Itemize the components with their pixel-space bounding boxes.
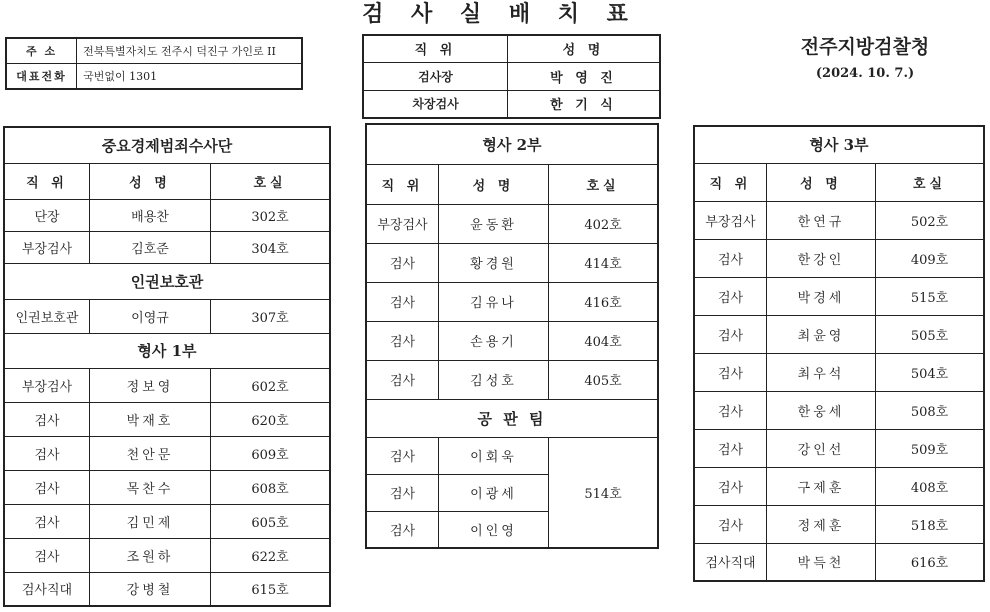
- room-cell: 502호: [876, 201, 985, 239]
- name-cell: 이회욱: [439, 437, 549, 474]
- table-row: [694, 543, 984, 581]
- position-cell: 검사: [366, 282, 439, 321]
- room-cell: 509호: [876, 429, 985, 467]
- address-value: 전북특별자치도 전주시 덕진구 가인로 II: [77, 38, 302, 64]
- col-header-room: 호실: [876, 163, 985, 201]
- table-row: [694, 277, 984, 315]
- position-cell: 검사: [366, 511, 439, 548]
- name-cell: 박경세: [767, 277, 876, 315]
- room-cell: 508호: [876, 391, 985, 429]
- col-header-position: 직 위: [694, 163, 767, 201]
- room-cell: 402호: [549, 204, 659, 243]
- col-header-position: 직 위: [366, 164, 439, 204]
- table-row: [694, 353, 984, 391]
- name-cell: 목찬수: [90, 470, 211, 504]
- heads-header-row: [363, 35, 660, 62]
- position-cell: 검사: [366, 474, 439, 511]
- column-header-row: [366, 164, 658, 204]
- room-cell: 505호: [876, 315, 985, 353]
- table-row: [366, 437, 658, 474]
- room-cell: 304호: [211, 231, 331, 263]
- table-row: [4, 538, 330, 572]
- col-header-name: 성 명: [767, 163, 876, 201]
- name-cell: 한연규: [767, 201, 876, 239]
- position-cell: 검사: [694, 467, 767, 505]
- table-row: [366, 243, 658, 282]
- table-row: [4, 572, 330, 606]
- room-cell: 302호: [211, 199, 331, 231]
- table-row: [4, 436, 330, 470]
- middle-column-table: [365, 123, 659, 549]
- table-row: [4, 231, 330, 263]
- section-title-crim1: 형사 1부: [4, 333, 330, 368]
- position-cell: 검사직대: [4, 572, 90, 606]
- position-cell: 검사: [694, 353, 767, 391]
- room-cell: 622호: [211, 538, 331, 572]
- name-cell: 김민제: [90, 504, 211, 538]
- table-row: [4, 199, 330, 231]
- address-row: [6, 38, 302, 64]
- name-cell: 이영규: [90, 299, 211, 333]
- room-cell: 602호: [211, 368, 331, 402]
- col-header-room: 호실: [549, 164, 659, 204]
- name-cell: 한강인: [767, 239, 876, 277]
- position-cell: 검사: [4, 538, 90, 572]
- section-title-human-rights: 인권보호관: [4, 263, 330, 299]
- position-cell: 검사: [694, 391, 767, 429]
- name-cell: 손용기: [439, 321, 549, 360]
- position-cell: 검사: [366, 321, 439, 360]
- heads-table: [362, 34, 661, 119]
- table-row: [694, 391, 984, 429]
- table-row: [366, 204, 658, 243]
- page-title: 검 사 실 배 치 표: [362, 1, 638, 27]
- right-column-table: [693, 125, 985, 582]
- table-row: [366, 321, 658, 360]
- position-cell: 검사: [694, 239, 767, 277]
- name-cell: 김유나: [439, 282, 549, 321]
- name-cell: 천안문: [90, 436, 211, 470]
- room-cell: 307호: [211, 299, 331, 333]
- left-column-table: [3, 126, 331, 607]
- room-cell: 605호: [211, 504, 331, 538]
- name-cell: 최우석: [767, 353, 876, 391]
- name-cell: 이인영: [439, 511, 549, 548]
- heads-name: 박 영 진: [508, 62, 661, 90]
- position-cell: 부장검사: [4, 368, 90, 402]
- heads-position: 검사장: [363, 62, 508, 90]
- name-cell: 조원하: [90, 538, 211, 572]
- contact-info-table: [5, 37, 303, 90]
- room-cell: 518호: [876, 505, 985, 543]
- position-cell: 검사직대: [694, 543, 767, 581]
- table-row: [694, 467, 984, 505]
- room-cell: 514호: [549, 437, 659, 548]
- position-cell: 검사: [366, 243, 439, 282]
- room-cell: 416호: [549, 282, 659, 321]
- name-cell: 황경원: [439, 243, 549, 282]
- room-cell: 609호: [211, 436, 331, 470]
- phone-label: 대표전화: [6, 64, 77, 90]
- room-cell: 404호: [549, 321, 659, 360]
- position-cell: 검사: [4, 504, 90, 538]
- name-cell: 강인선: [767, 429, 876, 467]
- col-header-room: 호실: [211, 163, 331, 199]
- name-cell: 박득천: [767, 543, 876, 581]
- position-cell: 검사: [4, 436, 90, 470]
- position-cell: 인권보호관: [4, 299, 90, 333]
- table-row: [694, 315, 984, 353]
- room-cell: 620호: [211, 402, 331, 436]
- position-cell: 검사: [366, 360, 439, 399]
- room-cell: 414호: [549, 243, 659, 282]
- name-cell: 최윤영: [767, 315, 876, 353]
- section-title-econ: 중요경제범죄수사단: [4, 127, 330, 163]
- section-title-trial: 공 판 팀: [366, 399, 658, 437]
- position-cell: 부장검사: [694, 201, 767, 239]
- name-cell: 이광세: [439, 474, 549, 511]
- table-row: [4, 402, 330, 436]
- heads-row: [363, 90, 660, 118]
- heads-position: 차장검사: [363, 90, 508, 118]
- table-row: [694, 429, 984, 467]
- name-cell: 한웅세: [767, 391, 876, 429]
- room-cell: 409호: [876, 239, 985, 277]
- room-cell: 615호: [211, 572, 331, 606]
- position-cell: 부장검사: [366, 204, 439, 243]
- heads-header-name: 성 명: [508, 35, 661, 62]
- table-row: [694, 239, 984, 277]
- room-cell: 616호: [876, 543, 985, 581]
- position-cell: 검사: [694, 277, 767, 315]
- room-cell: 405호: [549, 360, 659, 399]
- position-cell: 검사: [694, 429, 767, 467]
- room-cell: 515호: [876, 277, 985, 315]
- position-cell: 검사: [694, 315, 767, 353]
- position-cell: 부장검사: [4, 231, 90, 263]
- phone-row: [6, 64, 302, 90]
- table-row: [366, 282, 658, 321]
- name-cell: 정제훈: [767, 505, 876, 543]
- name-cell: 윤동환: [439, 204, 549, 243]
- name-cell: 김성호: [439, 360, 549, 399]
- position-cell: 검사: [4, 402, 90, 436]
- section-title-crim3: 형사 3부: [694, 126, 984, 163]
- col-header-name: 성 명: [90, 163, 211, 199]
- table-row: [366, 360, 658, 399]
- table-row: [4, 504, 330, 538]
- table-row: [4, 368, 330, 402]
- position-cell: 검사: [366, 437, 439, 474]
- heads-name: 한 기 식: [508, 90, 661, 118]
- table-row: [4, 470, 330, 504]
- position-cell: 검사: [4, 470, 90, 504]
- name-cell: 강병철: [90, 572, 211, 606]
- name-cell: 박재호: [90, 402, 211, 436]
- name-cell: 구제훈: [767, 467, 876, 505]
- table-row: [694, 201, 984, 239]
- table-row: [4, 299, 330, 333]
- room-cell: 408호: [876, 467, 985, 505]
- address-label: 주 소: [6, 38, 77, 64]
- room-cell: 608호: [211, 470, 331, 504]
- name-cell: 배용찬: [90, 199, 211, 231]
- section-title-crim2: 형사 2부: [366, 124, 658, 164]
- position-cell: 검사: [694, 505, 767, 543]
- office-date: (2024. 10. 7.): [815, 66, 915, 81]
- office-name: 전주지방검찰청: [800, 36, 930, 58]
- room-cell: 504호: [876, 353, 985, 391]
- heads-row: [363, 62, 660, 90]
- col-header-name: 성 명: [439, 164, 549, 204]
- name-cell: 정보영: [90, 368, 211, 402]
- phone-value: 국번없이 1301: [77, 64, 302, 90]
- position-cell: 단장: [4, 199, 90, 231]
- column-header-row: [694, 163, 984, 201]
- name-cell: 김호준: [90, 231, 211, 263]
- col-header-position: 직 위: [4, 163, 90, 199]
- table-row: [694, 505, 984, 543]
- column-header-row: [4, 163, 330, 199]
- heads-header-position: 직 위: [363, 35, 508, 62]
